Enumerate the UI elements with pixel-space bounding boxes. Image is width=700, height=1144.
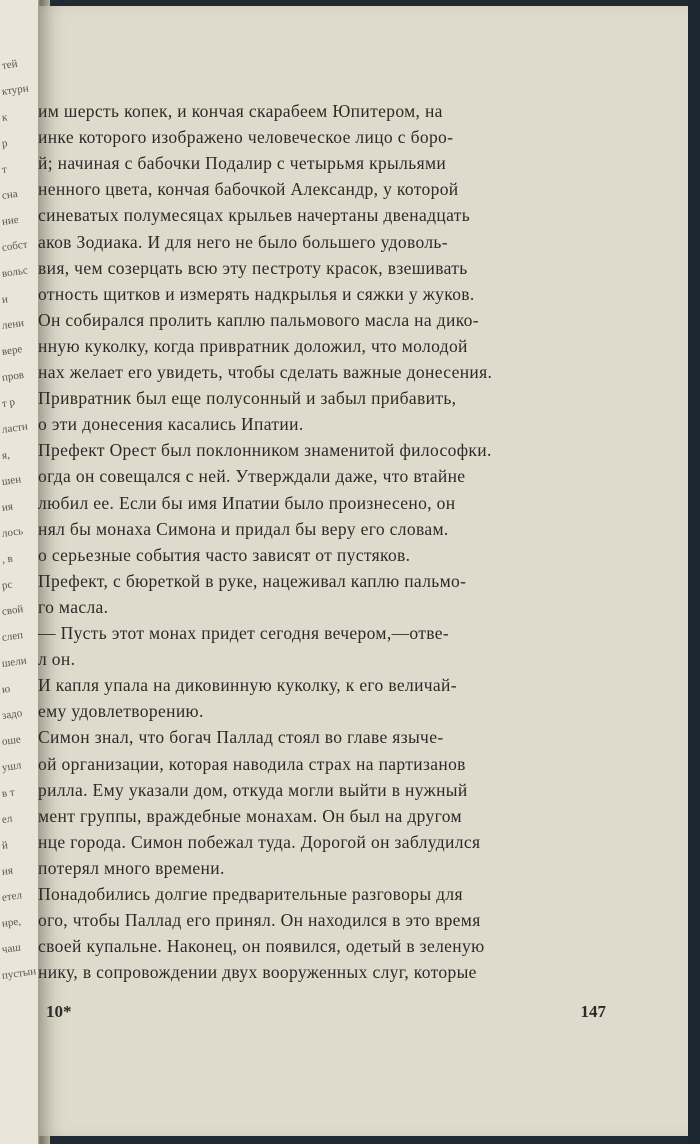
text-line: нную куколку, когда привратник доложил, что молодой [38, 335, 468, 356]
text-line: нце города. Симон побежал туда. Дорогой он заблудился [38, 831, 481, 852]
text-line: ему удовлетворению. [38, 701, 204, 722]
left-page-fragment: тей [1, 57, 19, 72]
text-line: огда он совещался с ней. Утверждали даже, что втайне [38, 466, 466, 487]
text-line: своей купальне. Наконец, он появился, одетый в зеленую [38, 936, 485, 957]
left-page-fragment: р [1, 137, 9, 150]
left-page-fragment: етел [1, 889, 23, 904]
book-page [38, 6, 688, 1136]
text-line: синеватых полумесяцах крыльев начертаны двенадцать [38, 205, 471, 226]
left-page-fragment: я, [1, 448, 11, 462]
left-page-fragment: к [1, 111, 9, 124]
text-line: мент группы, враждебные монахам. Он был на другом [38, 805, 462, 826]
left-page-fragment: собст [1, 238, 29, 254]
background-edge [688, 0, 700, 1144]
left-page-fragment: ктурн [1, 82, 30, 98]
left-page-fragment: нре, [1, 915, 22, 930]
text-line: отность щитков и измерять надкрылья и сяжки у жуков. [38, 283, 475, 304]
left-page-fragment: чаш [1, 941, 22, 956]
text-line: вия, чем созерцать всю эту пестроту красок, взешивать [38, 257, 468, 278]
left-page-fragment: т [1, 163, 8, 176]
left-page-fragment: ня [1, 864, 14, 878]
left-page-fragment: пров [1, 368, 25, 384]
left-page-fragment: лени [1, 316, 25, 332]
text-line: Префект, с бюреткой в руке, нацеживал каплю пальмо- [38, 570, 467, 591]
left-page-edge [0, 0, 39, 1144]
left-page-fragment: шели [1, 654, 28, 670]
left-page-fragment: ю [1, 682, 11, 696]
text-line: И капля упала на диковинную куколку, к его величай- [38, 675, 457, 696]
left-page-fragment: шен [1, 473, 22, 488]
text-line: о эти донесения касались Ипатии. [38, 414, 304, 435]
left-page-fragment: ние [1, 213, 20, 228]
left-page-fragment: сна [1, 187, 19, 202]
text-line: Он собирался пролить каплю пальмового масла на дико- [38, 309, 479, 330]
left-page-fragment: пустын [1, 965, 37, 982]
left-page-fragment: й [1, 839, 9, 852]
text-line: нял бы монаха Симона и придал бы веру его словам. [38, 518, 449, 539]
left-page-fragment: ластн [1, 420, 29, 436]
left-page-fragment: слеп [1, 629, 24, 644]
left-page-fragment: вольс [1, 264, 29, 280]
text-line: — Пусть этот монах придет сегодня вечером,—отве- [38, 623, 450, 643]
text-line: ой организации, которая наводила страх на партизанов [38, 753, 466, 774]
text-line: аков Зодиака. И для него не было большего удоволь- [38, 231, 448, 252]
left-page-fragment: оше [1, 733, 22, 748]
text-line: Привратник был еще полусонный и забыл прибавить, [38, 388, 457, 409]
text-line: о серьезные события часто зависят от пустяков. [38, 544, 411, 565]
left-page-fragment: задо [1, 707, 23, 722]
text-line: им шерсть копек, и кончая скарабеем Юпитером, на [38, 101, 443, 121]
text-line: потерял много времени. [38, 857, 225, 878]
left-page-fragment: ушл [1, 759, 23, 774]
text-line: й; начиная с бабочки Подалир с четырьмя крыльями [38, 153, 447, 174]
left-page-fragment: и [1, 293, 9, 306]
text-line: го масла. [38, 596, 109, 617]
text-line: инке которого изображено человеческое лицо с боро- [38, 127, 454, 148]
text-line: нику, в сопровождении двух вооруженных слуг, которые [38, 962, 477, 983]
signature-mark: 10* [46, 1002, 72, 1021]
text-line: ого, чтобы Паллад его принял. Он находился в это время [38, 910, 481, 931]
left-page-fragment: т р [1, 396, 16, 410]
text-line: любил ее. Если бы имя Ипатии было произнесено, он [38, 492, 456, 513]
left-page-fragment: ия [1, 500, 14, 514]
left-page-fragment: лось [1, 525, 24, 540]
text-line: ненного цвета, кончая бабочкой Александр, у которой [38, 179, 459, 200]
text-line: Понадобились долгие предварительные разговоры для [38, 884, 463, 904]
text-line: Префект Орест был поклонником знаменитой философки. [38, 440, 492, 461]
left-page-fragment: вере [1, 343, 24, 358]
left-page-fragment: , в [1, 552, 14, 566]
left-page-fragment: рс [1, 578, 14, 592]
left-page-fragment: в т [1, 786, 16, 800]
text-line: нах желает его увидеть, чтобы сделать важные донесения. [38, 362, 493, 382]
text-line: л он. [38, 649, 76, 670]
text-line: Симон знал, что богач Паллад стоял во главе языче- [38, 727, 444, 748]
page-number: 147 [580, 1002, 606, 1021]
text-line: рилла. Ему указали дом, откуда могли выйти в нужный [38, 779, 468, 800]
left-page-fragment: ел [1, 812, 14, 826]
left-page-fragment: свой [1, 603, 25, 618]
